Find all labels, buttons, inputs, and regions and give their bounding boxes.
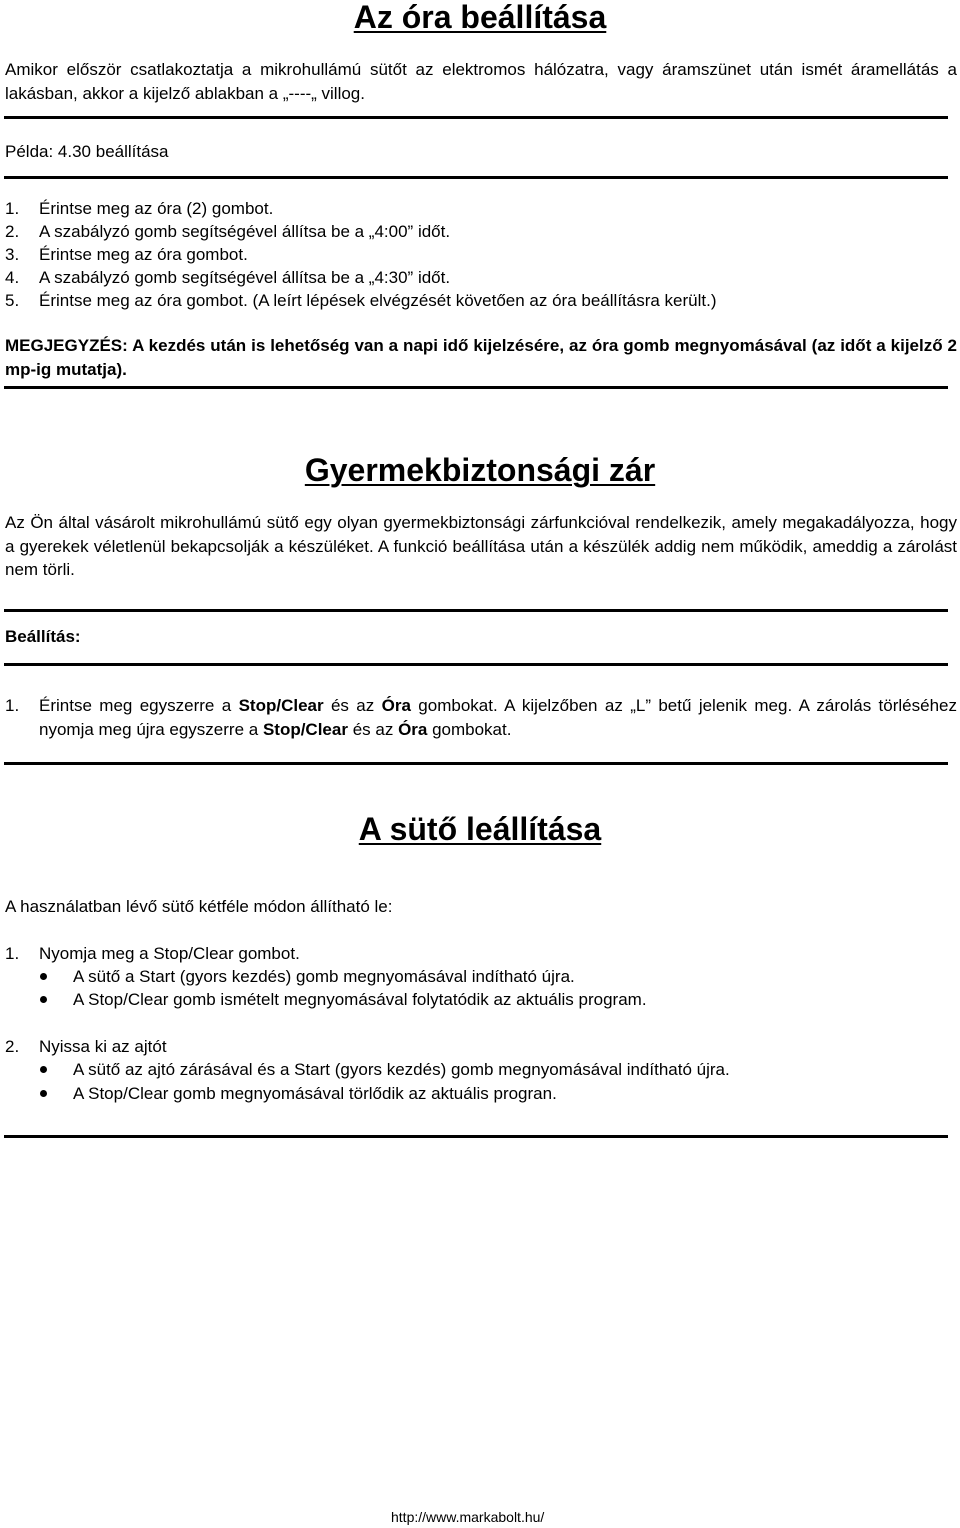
- clock-label: Óra: [398, 719, 428, 739]
- intro-paragraph: Amikor először csatlakoztatja a mikrohullámú sütőt az elektromos hálózatra, vagy áramszünet után ismét áramellátás a lakásban, akkor a kijelző ablakban a „----„ villog.: [5, 60, 957, 103]
- divider: [4, 116, 948, 119]
- section-title: [0, 810, 960, 848]
- option-number: 1.: [5, 944, 20, 963]
- divider: [4, 1135, 948, 1138]
- clock-label: Óra: [381, 696, 411, 715]
- step-text: A szabályzó gomb segítségével állítsa be a „4:30” időt.: [39, 268, 451, 287]
- text-fragment: gombokat. A kijelzőben az „L” betű jelenik meg. A zárolás törléséhez nyomja meg újra egyszerre a: [39, 696, 957, 739]
- list-item: A sütő a Start (gyors kezdés) gomb megnyomásával indítható újra.: [73, 967, 575, 986]
- list-item: [5, 197, 717, 220]
- step-number: 2.: [5, 222, 20, 241]
- divider: [4, 762, 948, 765]
- divider: [4, 176, 948, 179]
- note-paragraph: MEGJEGYZÉS: A kezdés után is lehetőség van a napi idő kijelzésére, az óra gomb megnyomásával (az időt a kijelző 2 mp-ig mutatja).: [5, 336, 957, 379]
- example-heading: Példa: 4.30 beállítása: [5, 142, 169, 161]
- bullet-icon: [40, 1066, 47, 1073]
- footer-url[interactable]: http://www.markabolt.hu/: [391, 1509, 545, 1525]
- bullet-icon: [40, 1090, 47, 1097]
- option-number: 2.: [5, 1037, 20, 1056]
- option-label: Nyissa ki az ajtót: [39, 1037, 167, 1056]
- bullet-icon: [40, 973, 47, 980]
- text-fragment: és az: [347, 719, 399, 739]
- childlock-paragraph: Az Ön által vásárolt mikrohullámú sütő egy olyan gyermekbiztonsági zárfunkcióval rendelkezik, amely megakadályozza, hogy a gyerekek véletlenül bekapcsolják a készüléket. A funkció beállítása után a készülék addig nem működik, ameddig a zárolást nem törli.: [5, 513, 957, 579]
- step-text: A szabályzó gomb segítségével állítsa be a „4:00” időt.: [39, 222, 451, 241]
- step-number: 5.: [5, 291, 20, 310]
- stop-intro: A használatban lévő sütő kétféle módon állítható le:: [5, 897, 393, 916]
- text-fragment: gombokat.: [427, 719, 512, 739]
- step-number: 3.: [5, 245, 20, 264]
- step-text: Érintse meg az óra (2) gombot.: [39, 199, 274, 218]
- divider: [4, 609, 948, 612]
- list-item: A Stop/Clear gomb megnyomásával törlődik az aktuális progran.: [73, 1084, 557, 1103]
- step-number: 1.: [5, 199, 20, 218]
- step-number: 1.: [5, 696, 20, 715]
- text-fragment: Érintse meg egyszerre a: [39, 696, 239, 715]
- option-heading: [5, 942, 300, 965]
- list-item: [5, 243, 717, 266]
- bullet-icon: [40, 996, 47, 1003]
- section-title: [0, 451, 960, 489]
- divider: [4, 386, 948, 389]
- page-title-text: Az óra beállítása: [353, 0, 607, 35]
- section-title-text: A sütő leállítása: [358, 811, 602, 847]
- list-item: [5, 266, 717, 289]
- option-label: Nyomja meg a Stop/Clear gombot.: [39, 944, 300, 963]
- list-item: [5, 220, 717, 243]
- list-item: A Stop/Clear gomb ismételt megnyomásával folytatódik az aktuális program.: [73, 990, 647, 1009]
- list-item: [5, 289, 717, 312]
- section-title-text: Gyermekbiztonsági zár: [304, 452, 656, 488]
- stop-clear-label: Stop/Clear: [238, 696, 324, 715]
- list-item: A sütő az ajtó zárásával és a Start (gyors kezdés) gomb megnyomásával indítható újra.: [73, 1060, 730, 1079]
- childlock-step-text: [39, 694, 957, 741]
- step-text: Érintse meg az óra gombot.: [39, 245, 248, 264]
- divider: [4, 663, 948, 666]
- setup-label: Beállítás:: [5, 627, 81, 646]
- option-heading: [5, 1035, 167, 1058]
- step-text: Érintse meg az óra gombot. (A leírt lépések elvégzését követően az óra beállításra került.): [39, 291, 717, 310]
- text-fragment: és az: [323, 696, 382, 715]
- stop-clear-label: Stop/Clear: [262, 719, 348, 739]
- clock-steps-list: [5, 197, 717, 312]
- step-number: 4.: [5, 268, 20, 287]
- page-title: [0, 0, 960, 36]
